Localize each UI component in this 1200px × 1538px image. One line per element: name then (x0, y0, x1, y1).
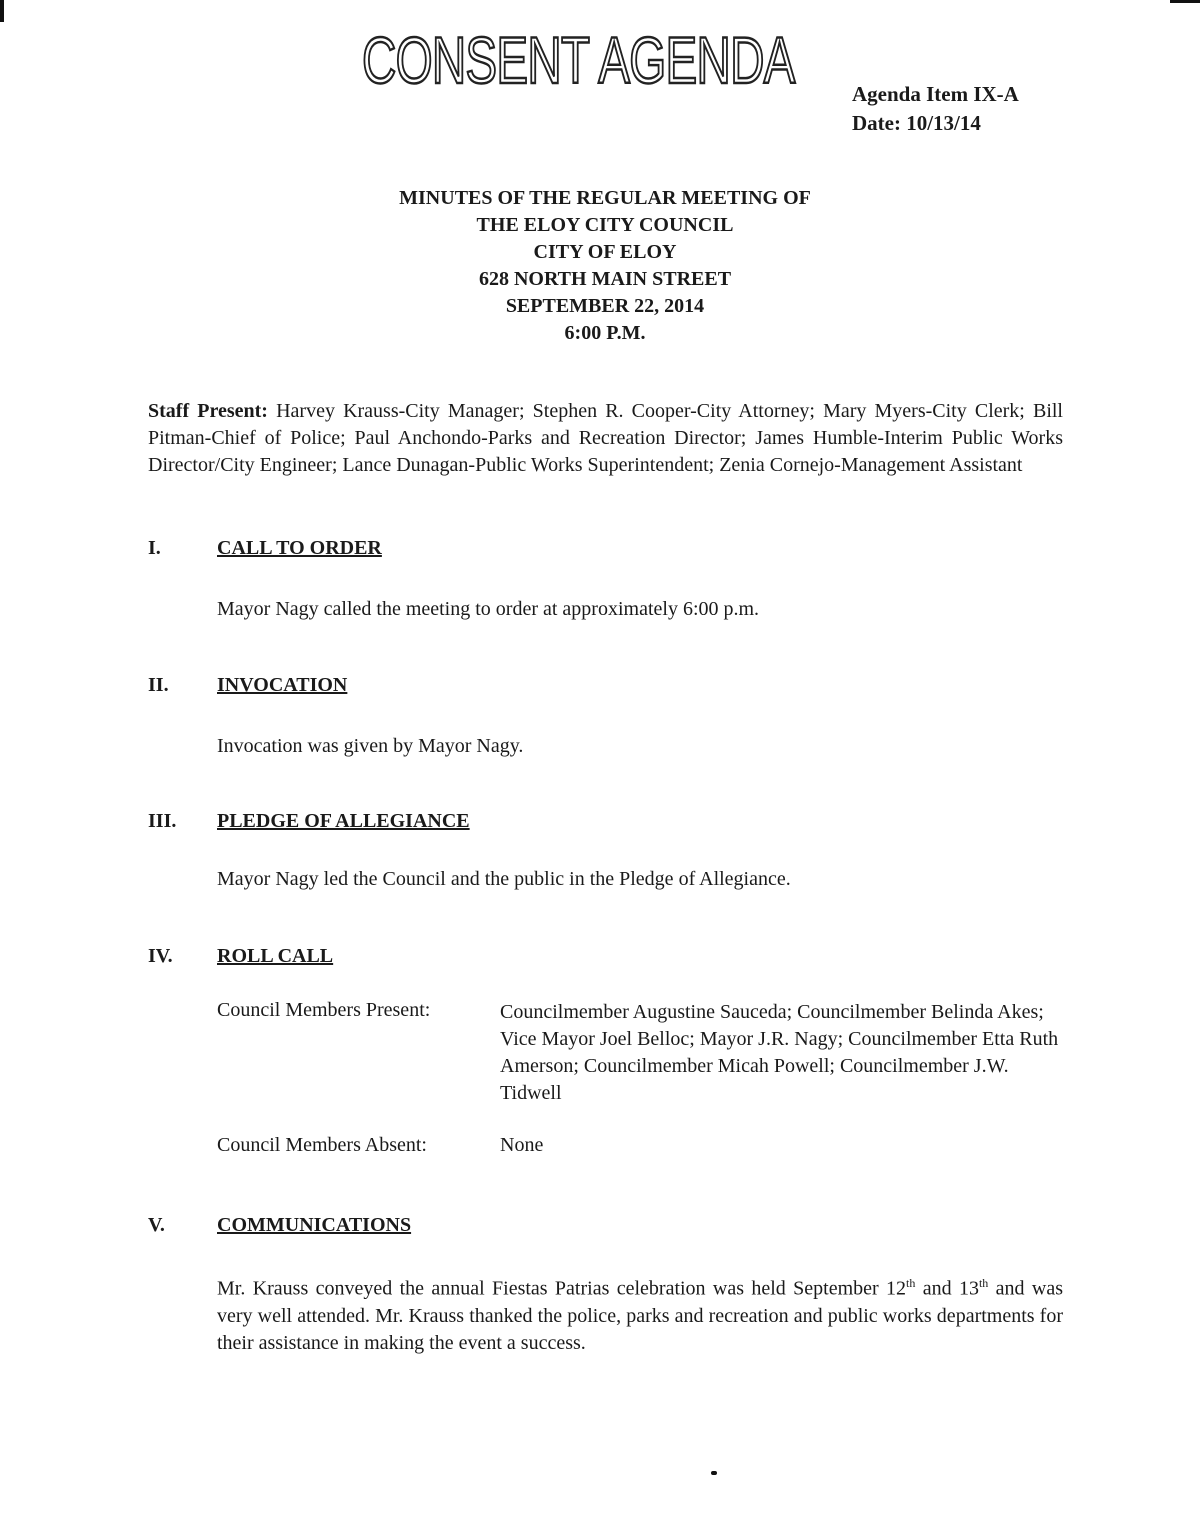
title-line: 628 NORTH MAIN STREET (478, 268, 732, 290)
section-body: Mayor Nagy called the meeting to order at approximately 6:00 p.m. (217, 598, 760, 620)
section-number: I. (148, 537, 161, 559)
section-number: IV. (148, 945, 173, 967)
section-number: II. (148, 674, 169, 696)
document-title (300, 185, 910, 347)
title-line: SEPTEMBER 22, 2014 (505, 295, 705, 317)
absent-label: Council Members Absent: (217, 1134, 427, 1156)
body-text: and was very well attended. Mr. Krauss thanked the police, parks and recreation and public works departments for their assistance in making the event a success. (217, 1277, 1063, 1354)
scan-speck (711, 1471, 717, 1475)
consent-agenda-stamp: CONSENT AGENDA (362, 23, 795, 97)
staff-list: Harvey Krauss-City Manager; Stephen R. Cooper-City Attorney; Mary Myers-City Clerk; Bill Pitman-Chief of Police; Paul Anchondo-Parks and Recreation Director; James Humble-Interim Public Works Director/City Engineer; Lance Dunagan-Public Works Superintendent; Zenia Cornejo-Management Assistant (148, 400, 1063, 476)
section-heading-communications: COMMUNICATIONS (217, 1214, 412, 1236)
title-line: MINUTES OF THE REGULAR MEETING OF (399, 187, 811, 209)
section-body: Invocation was given by Mayor Nagy. (217, 735, 524, 757)
section-heading-call-to-order: CALL TO ORDER (217, 537, 382, 559)
title-line: THE ELOY CITY COUNCIL (476, 214, 734, 236)
body-text: Mr. Krauss conveyed the annual Fiestas Patrias celebration was held September 12 (217, 1277, 907, 1300)
agenda-date: Date: 10/13/14 (852, 111, 981, 135)
title-line: CITY OF ELOY (533, 241, 677, 263)
section-body (217, 1270, 1063, 1357)
staff-label: Staff Present: (148, 400, 268, 422)
body-text: and 13 (915, 1277, 979, 1300)
present-members: Councilmember Augustine Sauceda; Councilmember Belinda Akes; Vice Mayor Joel Belloc; Mayor J.R. Nagy; Councilmember Etta Ruth Amerson; Councilmember Micah Powell; Councilmember J.W. Tidwell (500, 1001, 1059, 1104)
section-heading-invocation: INVOCATION (217, 674, 348, 696)
superscript: th (978, 1276, 989, 1290)
superscript: th (906, 1276, 916, 1290)
staff-present (148, 398, 1063, 479)
section-number: V. (148, 1214, 165, 1236)
section-heading-roll-call: ROLL CALL (217, 945, 334, 967)
scan-mark (0, 0, 4, 22)
present-label: Council Members Present: (217, 999, 431, 1021)
section-number: III. (148, 810, 177, 832)
absent-members: None (500, 1134, 544, 1156)
title-line: 6:00 P.M. (564, 322, 646, 344)
section-body: Mayor Nagy led the Council and the public in the Pledge of Allegiance. (217, 868, 791, 890)
section-heading-pledge: PLEDGE OF ALLEGIANCE (217, 810, 470, 832)
agenda-item: Agenda Item IX-A (852, 82, 1019, 106)
agenda-item-block (852, 80, 1019, 138)
scan-mark (1170, 0, 1200, 3)
